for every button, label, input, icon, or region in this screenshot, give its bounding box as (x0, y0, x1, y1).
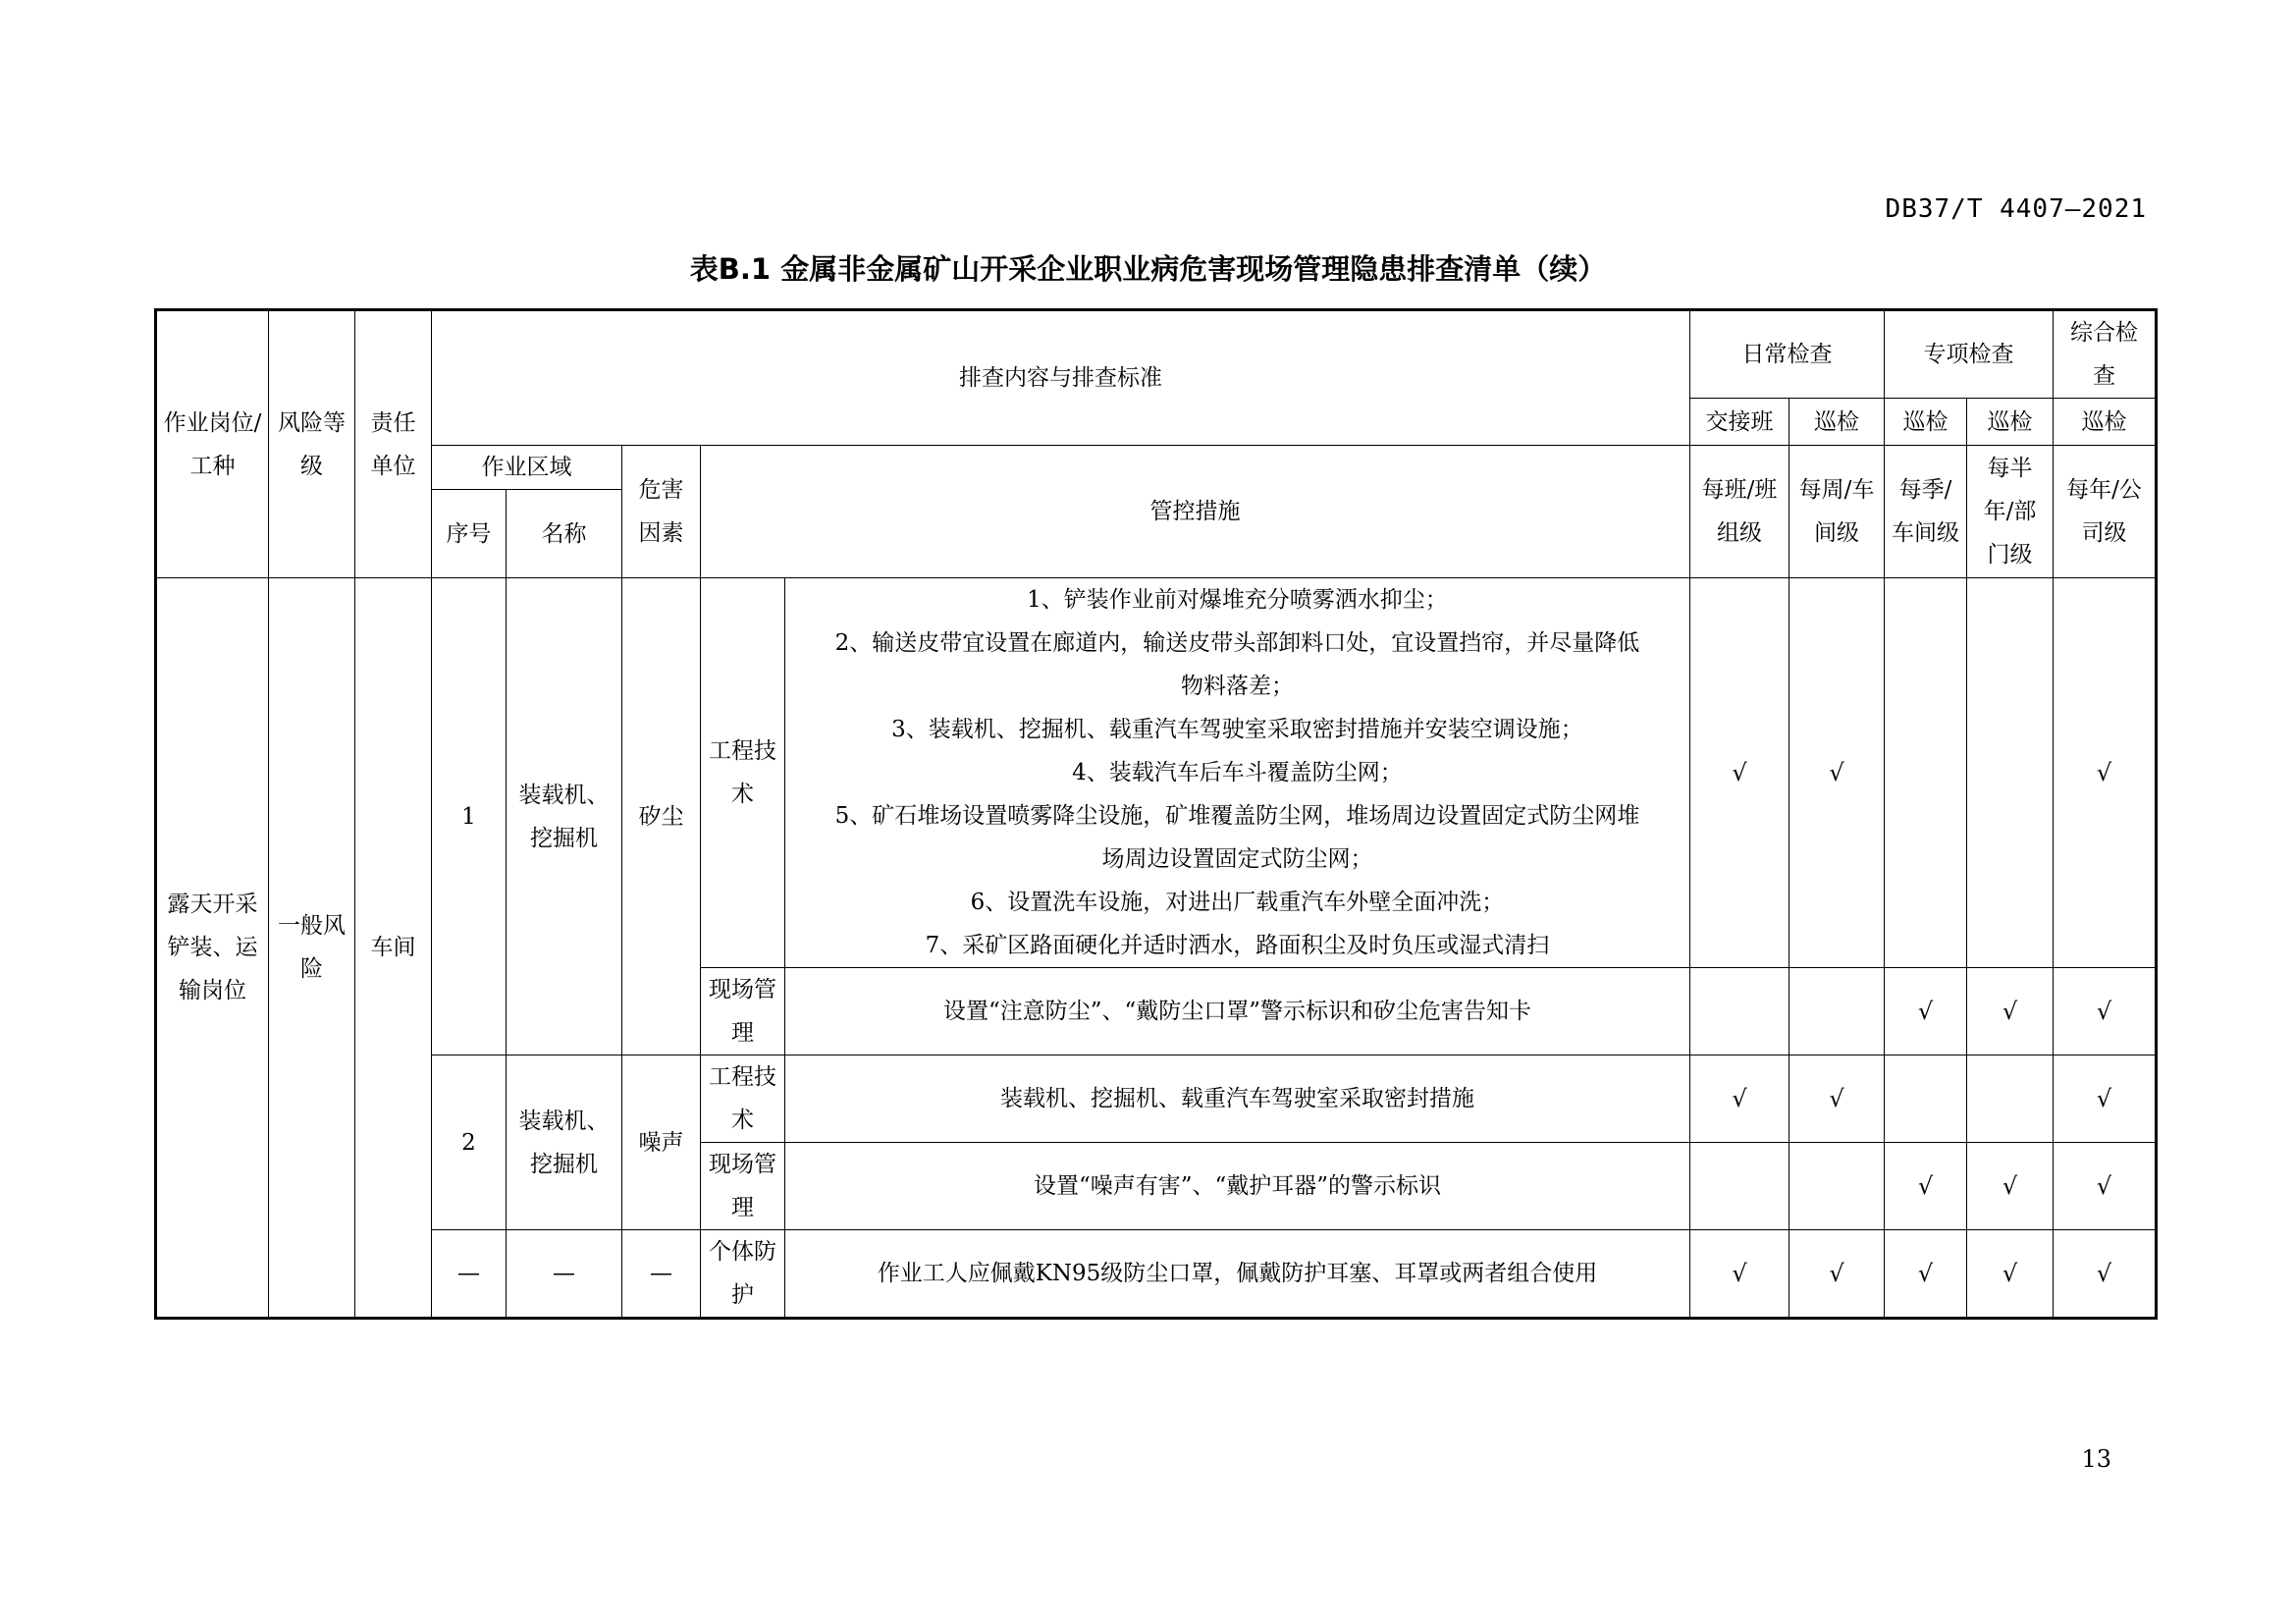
check-cell: √ (1885, 1143, 1967, 1230)
check-cell (1690, 968, 1789, 1056)
header-patrol: 巡检 (1967, 399, 2054, 446)
header-handover: 交接班 (1690, 399, 1789, 446)
check-cell: √ (2054, 1230, 2157, 1319)
measures-cell (785, 578, 1690, 968)
header-seq: 序号 (432, 490, 507, 578)
standard-code: DB37/T 4407—2021 (1885, 194, 2147, 224)
header-area: 作业区域 (432, 446, 622, 490)
risk-cell: 一般风险 (269, 578, 355, 1319)
check-cell: √ (1789, 1230, 1885, 1319)
measure-line: 1、铲装作业前对爆堆充分喷雾洒水抑尘； (1027, 587, 1448, 613)
check-cell: √ (1789, 578, 1885, 968)
area-name-cell: 装载机、挖掘机 (507, 1056, 622, 1230)
seq-cell: — (432, 1230, 507, 1319)
category-cell: 现场管理 (701, 968, 785, 1056)
measure-line: 5、矿石堆场设置喷雾降尘设施，矿堆覆盖防尘网，堆场周边设置固定式防尘网堆 (834, 803, 1640, 829)
check-cell (1885, 578, 1967, 968)
category-cell: 现场管理 (701, 1143, 785, 1230)
measures-cell: 设置“噪声有害”、“戴护耳器”的警示标识 (785, 1143, 1690, 1230)
measures-cell: 设置“注意防尘”、“戴防尘口罩”警示标识和矽尘危害告知卡 (785, 968, 1690, 1056)
header-patrol: 巡检 (1885, 399, 1967, 446)
measures-cell: 装载机、挖掘机、载重汽车驾驶室采取密封措施 (785, 1056, 1690, 1143)
header-daily: 日常检查 (1690, 310, 1885, 399)
header-risk: 风险等级 (269, 310, 355, 578)
header-freq: 每季/车间级 (1885, 446, 1967, 578)
header-post: 作业岗位/工种 (156, 310, 269, 578)
measure-line: 6、设置洗车设施，对进出厂载重汽车外壁全面冲洗； (970, 890, 1505, 915)
header-comprehensive: 综合检查 (2054, 310, 2157, 399)
check-cell (1885, 1056, 1967, 1143)
category-cell: 工程技术 (701, 1056, 785, 1143)
header-name: 名称 (507, 490, 622, 578)
area-name-cell: 装载机、挖掘机 (507, 578, 622, 1056)
check-cell: √ (1690, 578, 1789, 968)
header-measures: 管控措施 (701, 446, 1690, 578)
hazard-cell: 矽尘 (622, 578, 701, 1056)
header-special: 专项检查 (1885, 310, 2054, 399)
check-cell (1967, 1056, 2054, 1143)
seq-cell: 2 (432, 1056, 507, 1230)
check-cell (1789, 968, 1885, 1056)
check-cell: √ (1690, 1230, 1789, 1319)
header-patrol: 巡检 (1789, 399, 1885, 446)
header-freq: 每班/班组级 (1690, 446, 1789, 578)
header-content: 排查内容与排查标准 (432, 310, 1690, 446)
check-cell (1789, 1143, 1885, 1230)
measure-line: 场周边设置固定式防尘网； (1101, 846, 1373, 872)
check-cell (1690, 1143, 1789, 1230)
measure-line: 4、装载汽车后车斗覆盖防尘网； (1072, 760, 1403, 785)
check-cell: √ (2054, 968, 2157, 1056)
table-title: 表B.1 金属非金属矿山开采企业职业病危害现场管理隐患排查清单（续） (689, 252, 1607, 286)
measure-line: 3、装载机、挖掘机、载重汽车驾驶室采取密封措施并安装空调设施； (891, 717, 1583, 742)
page-number: 13 (2081, 1445, 2111, 1473)
hazard-cell: 噪声 (622, 1056, 701, 1230)
category-cell: 工程技术 (701, 578, 785, 968)
check-cell: √ (1885, 1230, 1967, 1319)
hazard-checklist-table (154, 308, 2158, 1320)
header-freq: 每周/车间级 (1789, 446, 1885, 578)
category-cell: 个体防护 (701, 1230, 785, 1319)
header-hazard: 危害因素 (622, 446, 701, 578)
measures-cell: 作业工人应佩戴KN95级防尘口罩，佩戴防护耳塞、耳罩或两者组合使用 (785, 1230, 1690, 1319)
check-cell: √ (2054, 1056, 2157, 1143)
check-cell: √ (2054, 1143, 2157, 1230)
header-freq: 每年/公司级 (2054, 446, 2157, 578)
header-freq: 每半年/部门级 (1967, 446, 2054, 578)
check-cell: √ (2054, 578, 2157, 968)
hazard-cell: — (622, 1230, 701, 1319)
area-name-cell: — (507, 1230, 622, 1319)
measure-line: 物料落差； (1181, 674, 1294, 699)
check-cell: √ (1885, 968, 1967, 1056)
header-unit: 责任单位 (355, 310, 432, 578)
post-cell: 露天开采铲装、运输岗位 (156, 578, 269, 1319)
check-cell (1967, 578, 2054, 968)
check-cell: √ (1967, 1143, 2054, 1230)
check-cell: √ (1967, 968, 2054, 1056)
measure-line: 7、采矿区路面硬化并适时洒水，路面积尘及时负压或湿式清扫 (925, 933, 1550, 958)
unit-cell: 车间 (355, 578, 432, 1319)
seq-cell: 1 (432, 578, 507, 1056)
check-cell: √ (1690, 1056, 1789, 1143)
measure-line: 2、输送皮带宜设置在廊道内，输送皮带头部卸料口处，宜设置挡帘，并尽量降低 (834, 630, 1640, 656)
check-cell: √ (1967, 1230, 2054, 1319)
header-patrol: 巡检 (2054, 399, 2157, 446)
check-cell: √ (1789, 1056, 1885, 1143)
